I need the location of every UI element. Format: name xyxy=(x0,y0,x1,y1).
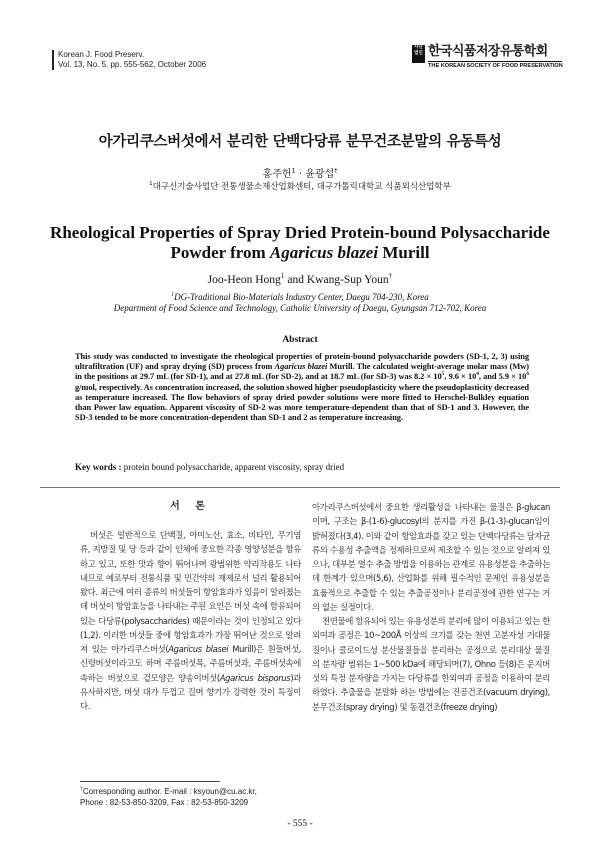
body-column-left xyxy=(80,500,301,713)
title-text: Powder from xyxy=(170,243,270,262)
abstract-part: Murill. The calculated weight-average molar mass (Mw) in the positions at 29.7 mL (for SD-1), and at 27.8 mL (for SD-2), and at 18.7 mL (for SD-3) was 8.2 × 10 xyxy=(75,362,530,382)
affiliation-english xyxy=(40,292,560,314)
paragraph-text: )과 유사하지만, 버섯 대가 두껍고 길며 향기가 강력한 것이 특징이다. xyxy=(80,672,301,711)
corresponding-mark: † xyxy=(80,786,83,793)
title-line: Rheological Properties of Spray Dried Protein-bound Polysaccharide xyxy=(50,223,550,242)
footnote-phone: Phone : 82-53-850-3209, Fax : 82-53-850-3209 xyxy=(80,798,249,807)
society-masthead xyxy=(412,44,562,76)
footnote-divider xyxy=(80,781,220,782)
affiliation-mark: 1 xyxy=(280,271,285,281)
footnote-line xyxy=(80,786,310,797)
section-heading-introduction: 서 론 xyxy=(170,501,211,512)
author-name: Joo-Heon Hong xyxy=(207,274,281,286)
masthead-rule xyxy=(428,61,562,62)
corresponding-mark: † xyxy=(388,271,393,281)
affiliation-text: DG-Traditional Bio-Materials Industry Center, Daegu 704-230, Korea xyxy=(174,292,429,302)
paragraph-text: Murill)은 흰들버섯, 신령버섯이라고도 하며 주름버섯목, 주름버섯과, 주름버섯속에 속하는 버섯으로 겉모양은 양송이버섯( xyxy=(80,644,301,683)
paper-title-english xyxy=(40,223,560,263)
author-conjunction: and xyxy=(284,274,307,286)
page-number: - 555 - xyxy=(287,819,313,829)
abstract-heading: Abstract xyxy=(282,335,318,345)
journal-name: Korean J. Food Preserv. xyxy=(58,50,145,59)
exponent: 4 xyxy=(476,371,479,378)
abstract-text xyxy=(75,352,529,423)
affiliation-korean xyxy=(40,180,560,192)
authors-korean xyxy=(40,165,560,180)
authors-english xyxy=(40,271,560,286)
society-logo: 사단법인 xyxy=(412,45,425,63)
author-name: Kwang-Sup Youn xyxy=(306,274,389,286)
exponent: 5 xyxy=(441,371,445,378)
affiliation-line: Department of Food Science and Technology, Catholic University of Daegu, Gyungsan 712-702, Korea xyxy=(113,303,487,313)
body-paragraph: 천연물에 함유되어 있는 유용성분의 분리에 많이 이용되고 있는 한외여과 공정은 10~200Å 이상의 크기를 갖는 천연 고분자성 거대물질이나 콜로이드성 분산물질들을 분리하는 공정으로 분리대상 물질의 분자량 범위는 1~500 kDa에 해당되며(7), Ohno 등(8)은 운지버섯의 특정 분자량을 가지는 다당류를 한외여과 공정을 이용하여 분리하였다. 추출물을 분말화 하는 방법에는 진공건조(vacuum drying), 분무건조(spray drying) 및 동결건조(freeze drying) xyxy=(312,616,550,712)
author-name: 홍주헌 xyxy=(262,169,292,180)
keywords-label: Key words : xyxy=(75,462,124,472)
exponent: 6 xyxy=(526,371,529,378)
abstract-part: , 9.6 × 10 xyxy=(444,372,477,382)
journal-citation xyxy=(52,50,206,70)
society-name-korean: 한국식품저장유통학회 xyxy=(428,44,548,59)
journal-volume: Vol. 13, No. 5. pp. 555-562, October 2006 xyxy=(58,60,207,69)
corresponding-mark: † xyxy=(334,166,338,175)
abstract-part: This study was conducted to investigate the rheological properties of protein-bound polysaccharide powders (SD-1, 2, 3) using ultrafiltration (UF) and spray drying (SD) process from xyxy=(75,352,529,372)
keywords-text: protein bound polysaccharide, apparent viscosity, spray dried xyxy=(123,462,345,472)
title-line xyxy=(40,243,560,263)
affiliation-line xyxy=(40,292,560,303)
title-text: Murill xyxy=(378,243,430,262)
society-name-english: THE KOREAN SOCIETY OF FOOD PRESERVATION xyxy=(428,63,563,69)
body-column-right xyxy=(312,500,550,714)
author-separator: · xyxy=(295,169,306,180)
affiliation-mark: 1 xyxy=(149,181,153,188)
affiliation-text: 대구신기술사업단 전통생물소재산업화센터, 대구가톨릭대학교 식품외식산업학부 xyxy=(152,182,451,192)
abstract-part: g/mol, respectively. As concentration increased, the solution showed higher pseudoplasticity where the pseudoplasticity decreased as temperature increased. The flow behaviors of spray dried powder solutions were more fitted to Herschel-Bulkley equation than Power law equation. Apparent viscosity of SD-2 was more temperature-dependent than that of SD-1 and 3. However, the SD-3 tended to be more concentration-dependent than SD-1 and 2 as temperature increasing. xyxy=(75,382,529,423)
section-divider xyxy=(40,487,560,488)
corresponding-author-footnote xyxy=(80,786,310,808)
abstract-part: , and 5.9 × 10 xyxy=(478,372,527,382)
species-name: Agaricus blazei xyxy=(269,243,379,262)
species-name: Agaricus blasei xyxy=(168,644,229,654)
body-paragraph: 아가리쿠스버섯에서 중요한 생리활성을 나타내는 물질은 β-glucan이며, 구조는 β-(1-6)-glucosyl의 분지를 가진 β-(1-3)-glucan임이 밝혀졌다(3,4). 이와 같이 항암효과를 갖고 있는 단백다당류는 담자균류의 수용성 추출액을 정제하므로써 제조할 수 있는 것으로 알려져 있으나, 대부분 열수 추출 방법을 이용하는 관계로 유용성분을 추출하는데 한계가 있으며(5,6), 산업화를 위해 필수적인 문제인 유용성분을 효율적으로 추출할 수 있는 추출공정이나 분리공정에 관한 연구는 거의 없는 실정이다. xyxy=(312,502,550,612)
affiliation-mark: 1 xyxy=(291,166,296,175)
keywords xyxy=(75,462,529,472)
paragraph-text: 버섯은 일반적으로 단백질, 아미노산, 효소, 비타민, 무기염류, 지방질 및 당 등과 같이 인체에 중요한 각종 영양성분을 함유하고 있고, 또한 맛과 향이 뛰어나며 광범위한 약리작용도 나타내므로 예로부터 전통식품 및 민간약의 재제로서 널리 활용되어 왔다. 최근에 여러 종류의 버섯들이 항암효과가 있음이 알려졌는데 버섯이 항암효능을 나타내는 주된 요인은 버섯 속에 함유되어 있는 다당류(polysaccharides) 때문이라는 것이 인정되고 있다(1,2). 이러한 버섯들 중에 항암효과가 가장 뛰어난 것으로 알려져 있는 아가리쿠스버섯( xyxy=(80,530,301,654)
body-paragraph xyxy=(80,528,301,713)
species-name: Agaricus blazei xyxy=(274,362,328,372)
paper-title-korean: 아가리쿠스버섯에서 분리한 단백다당류 분무건조분말의 유동특성 xyxy=(98,134,502,150)
author-name: 윤광섭 xyxy=(305,169,335,180)
footnote-email: Corresponding author. E-mail : ksyoun@cu.ac.kr, xyxy=(82,787,257,796)
species-name: Agaricus bisporus xyxy=(219,672,291,683)
affiliation-mark: 1 xyxy=(171,292,175,298)
